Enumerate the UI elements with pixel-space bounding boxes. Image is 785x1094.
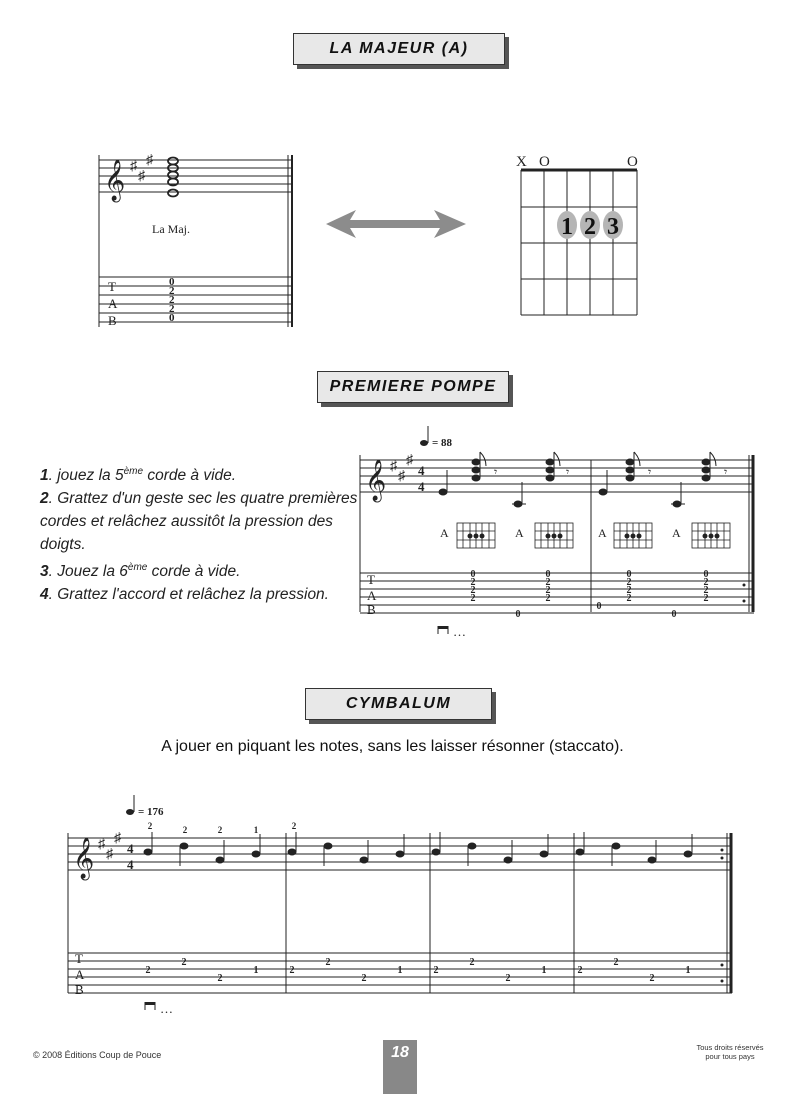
- svg-text:2: 2: [470, 577, 476, 588]
- cymbalum-notes: [144, 832, 692, 866]
- svg-text:♯: ♯: [98, 837, 105, 852]
- svg-text:2: 2: [703, 585, 709, 596]
- fingering-number: 2: [291, 821, 297, 831]
- fingering-number: 2: [147, 821, 153, 831]
- open-string-mark: O: [539, 154, 550, 170]
- svg-text:2: 2: [217, 973, 223, 984]
- cymbalum-instruction: A jouer en piquant les notes, sans les laisser résonner (staccato).: [161, 738, 624, 755]
- treble-clef-icon: 𝄞: [365, 460, 387, 500]
- section-title-cymbalum: CYMBALUM: [305, 688, 492, 720]
- finger-number: 2: [584, 214, 596, 240]
- svg-text:2: 2: [361, 973, 367, 984]
- svg-text:1: 1: [541, 965, 547, 976]
- time-signature-bottom: 4: [418, 479, 425, 494]
- svg-text:♯: ♯: [406, 453, 413, 468]
- tab-letter: A: [108, 296, 118, 311]
- svg-text:0: 0: [596, 601, 602, 612]
- svg-text:= 176: = 176: [138, 806, 164, 818]
- time-signature-top: 4: [127, 841, 134, 856]
- treble-clef-icon: 𝄞: [104, 160, 126, 200]
- page-number: 18: [391, 1044, 409, 1061]
- svg-text:♯: ♯: [390, 459, 397, 474]
- copyright: © 2008 Éditions Coup de Pouce: [33, 1050, 162, 1060]
- open-string-mark: O: [627, 154, 638, 170]
- svg-text:2: 2: [703, 593, 709, 604]
- tab-number: 2: [169, 294, 175, 306]
- tab-letter: B: [367, 602, 376, 617]
- svg-text:…: …: [160, 1001, 173, 1016]
- svg-text:2: 2: [325, 957, 331, 968]
- svg-text:2: 2: [470, 593, 476, 604]
- svg-text:A: A: [598, 526, 607, 540]
- finger-number: 3: [607, 214, 619, 240]
- tab-number: 2: [169, 285, 175, 297]
- tab-number: 2: [169, 303, 175, 315]
- svg-text:1: 1: [253, 965, 259, 976]
- svg-text:0: 0: [626, 569, 632, 580]
- tab-letter: A: [367, 588, 377, 603]
- svg-text:2: 2: [626, 577, 632, 588]
- svg-text:0: 0: [545, 569, 551, 580]
- svg-text:♯: ♯: [398, 469, 405, 484]
- svg-text:𝄾: 𝄾: [494, 465, 498, 479]
- svg-text:2: 2: [545, 577, 551, 588]
- step-item: 1. jouez la 5ème corde à vide.: [40, 466, 237, 485]
- svg-text:♯: ♯: [106, 847, 113, 862]
- section-title-premiere-pompe: PREMIERE POMPE: [317, 371, 509, 403]
- svg-text:2: 2: [545, 585, 551, 596]
- svg-text:2: 2: [289, 965, 295, 976]
- svg-text:2: 2: [577, 965, 583, 976]
- svg-text:0: 0: [671, 609, 677, 620]
- svg-text:2: 2: [613, 957, 619, 968]
- time-signature-bottom: 4: [127, 857, 134, 872]
- svg-text:0: 0: [703, 569, 709, 580]
- step-item: 2. Grattez d'un geste sec les quatre premières cordes et relâchez aussitôt la pression des doigts.: [40, 490, 358, 554]
- tab-letter: T: [108, 279, 116, 294]
- fingering-number: 1: [253, 825, 259, 835]
- muted-string-mark: X: [516, 154, 527, 170]
- svg-text:0: 0: [470, 569, 476, 580]
- svg-text:2: 2: [703, 577, 709, 588]
- svg-text:2: 2: [545, 593, 551, 604]
- svg-text:2: 2: [469, 957, 475, 968]
- tempo-mark: [126, 795, 164, 818]
- svg-text:2: 2: [470, 585, 476, 596]
- svg-text:𝄾: 𝄾: [724, 465, 728, 479]
- svg-text:= 88: = 88: [432, 437, 453, 449]
- downstroke-icon: [145, 1001, 173, 1016]
- tab-letter: A: [75, 967, 85, 982]
- svg-text:♯: ♯: [130, 159, 137, 174]
- svg-text:1: 1: [397, 965, 403, 976]
- svg-text:♯: ♯: [114, 831, 121, 846]
- svg-text:…: …: [453, 624, 466, 639]
- section-title-la-majeur: LA MAJEUR (A): [293, 33, 505, 65]
- svg-text:A: A: [440, 526, 449, 540]
- treble-clef-icon: 𝄞: [73, 838, 95, 878]
- svg-text:A: A: [515, 526, 524, 540]
- svg-text:2: 2: [145, 965, 151, 976]
- fingering-number: 2: [217, 825, 223, 835]
- tab-letter: T: [367, 572, 375, 587]
- svg-text:1: 1: [685, 965, 691, 976]
- svg-text:2: 2: [649, 973, 655, 984]
- svg-text:2: 2: [505, 973, 511, 984]
- rights-notice: Tous droits réservés pour tous pays: [696, 1043, 764, 1061]
- chord-label: La Maj.: [152, 222, 190, 236]
- tab-letter: B: [108, 313, 117, 328]
- step-item: 3. Jouez la 6ème corde à vide.: [40, 562, 241, 581]
- finger-number: 1: [561, 214, 573, 240]
- tab-letter: B: [75, 982, 84, 997]
- tab-letter: T: [75, 951, 83, 966]
- svg-text:𝄾: 𝄾: [566, 465, 570, 479]
- tab-number: 0: [169, 312, 175, 324]
- svg-text:♯: ♯: [146, 153, 153, 168]
- svg-text:2: 2: [626, 593, 632, 604]
- svg-text:A: A: [672, 526, 681, 540]
- svg-text:2: 2: [181, 957, 187, 968]
- svg-text:2: 2: [626, 585, 632, 596]
- time-signature-top: 4: [418, 463, 425, 478]
- step-item: 4. Grattez l'accord et relâchez la pression.: [40, 586, 329, 604]
- tab-number: 0: [169, 276, 175, 288]
- svg-text:0: 0: [515, 609, 521, 620]
- svg-text:𝄾: 𝄾: [648, 465, 652, 479]
- fingering-number: 2: [182, 825, 188, 835]
- svg-text:2: 2: [433, 965, 439, 976]
- svg-text:♯: ♯: [138, 169, 145, 184]
